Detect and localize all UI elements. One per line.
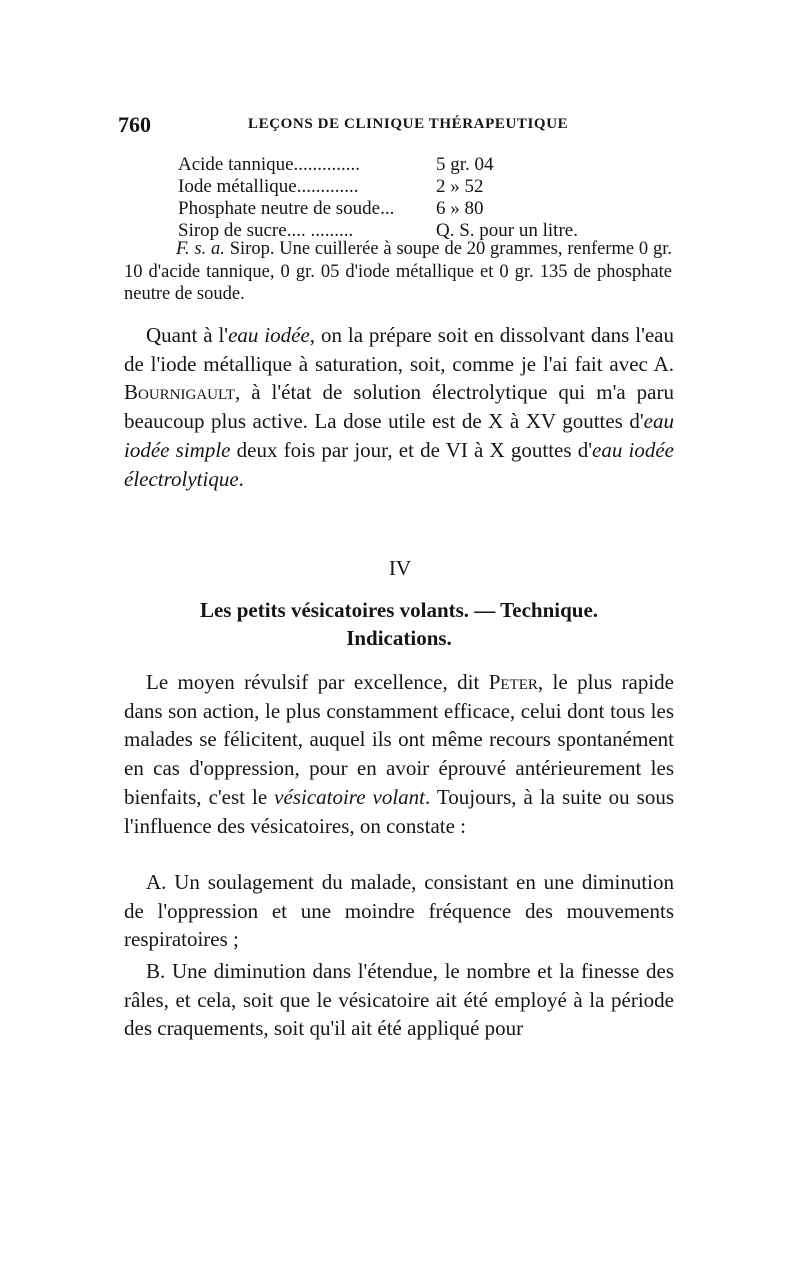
author-name: Peter: [488, 670, 538, 694]
note-fsa: F. s. a.: [176, 239, 225, 259]
recipe-row: [178, 198, 648, 220]
text-run: Quant à l': [146, 323, 229, 347]
section-title-line: Indications.: [346, 626, 452, 650]
text-run: . Toujours, à la suite ou sous l'influence des vésicatoires, on constate :: [124, 784, 675, 838]
recipe-ingredient: Acide tannique..............: [178, 154, 361, 175]
note-text: Sirop. Une cuillerée à soupe de 20 grammes, renferme 0 gr. 10 d'acide tannique, 0 gr. 05 d'iode métallique et 0 gr. 135 de phosphate neutre de soude.: [124, 239, 672, 304]
item-text: B. Une diminution dans l'étendue, le nombre et la finesse des râles, et cela, soit que le vésicatoire ait été employé à la période des craquements, soit qu'il ait été appliqué pour: [124, 959, 674, 1041]
italic-run: vésicatoire volant: [274, 784, 426, 809]
text-run: Le moyen révulsif par excellence, dit: [146, 670, 489, 694]
italic-run: eau iodée: [228, 323, 310, 347]
recipe-quantity: 2 » 52: [436, 176, 484, 197]
recipe-list: [178, 154, 648, 242]
recipe-row: [178, 176, 648, 198]
recipe-ingredient: Iode métallique.............: [178, 176, 359, 197]
page-header: [118, 112, 680, 142]
section-title: [124, 596, 674, 652]
section-number: IV: [388, 556, 412, 580]
text-run: deux fois par jour, et de VI à X gouttes d': [230, 437, 593, 462]
italic-run: eau iodée simple: [124, 409, 674, 462]
item-text: A. Un soulagement du malade, consistant en une diminution de l'oppression et une moindre fréquence des mouvements respiratoires ;: [124, 870, 674, 952]
text-run: .: [238, 466, 244, 491]
italic-run: eau iodée électrolytique: [124, 437, 674, 491]
recipe-quantity: 5 gr. 04: [436, 154, 494, 175]
recipe-row: [178, 154, 648, 176]
page-number: 760: [118, 112, 151, 137]
list-item-b: [124, 957, 674, 1043]
author-name: Bournigault: [124, 380, 235, 405]
recipe-note: [124, 238, 672, 306]
recipe-ingredient: Sirop de sucre.... .........: [178, 220, 354, 241]
text-run: , le plus rapide dans son action, le plus constamment efficace, celui dont tous les malades se félicitent, auquel ils ont même recours spontanément en cas d'oppression, pour en avoir éprouvé antérieurement les bienfaits, c'est le: [124, 670, 674, 809]
recipe-ingredient: Phosphate neutre de soude...: [178, 198, 395, 219]
list-item-a: [124, 868, 674, 954]
text-run: , à l'état de solution électrolytique qui m'a paru beaucoup plus active. La dose utile est de X à XV gouttes d': [124, 380, 674, 434]
paragraph-peter: [124, 668, 674, 840]
section-title-line: Les petits vésicatoires volants. — Technique.: [199, 598, 599, 622]
running-title: LEÇONS DE CLINIQUE THÉRAPEUTIQUE: [248, 116, 569, 132]
text-run: , on la prépare soit en dissolvant dans l'eau de l'iode métallique à saturation, soit, comme je l'ai fait avec A.: [124, 323, 674, 376]
recipe-quantity: 6 » 80: [436, 198, 484, 219]
recipe-quantity: Q. S. pour un litre.: [436, 220, 578, 241]
paragraph-eau-iodee: [124, 321, 674, 493]
